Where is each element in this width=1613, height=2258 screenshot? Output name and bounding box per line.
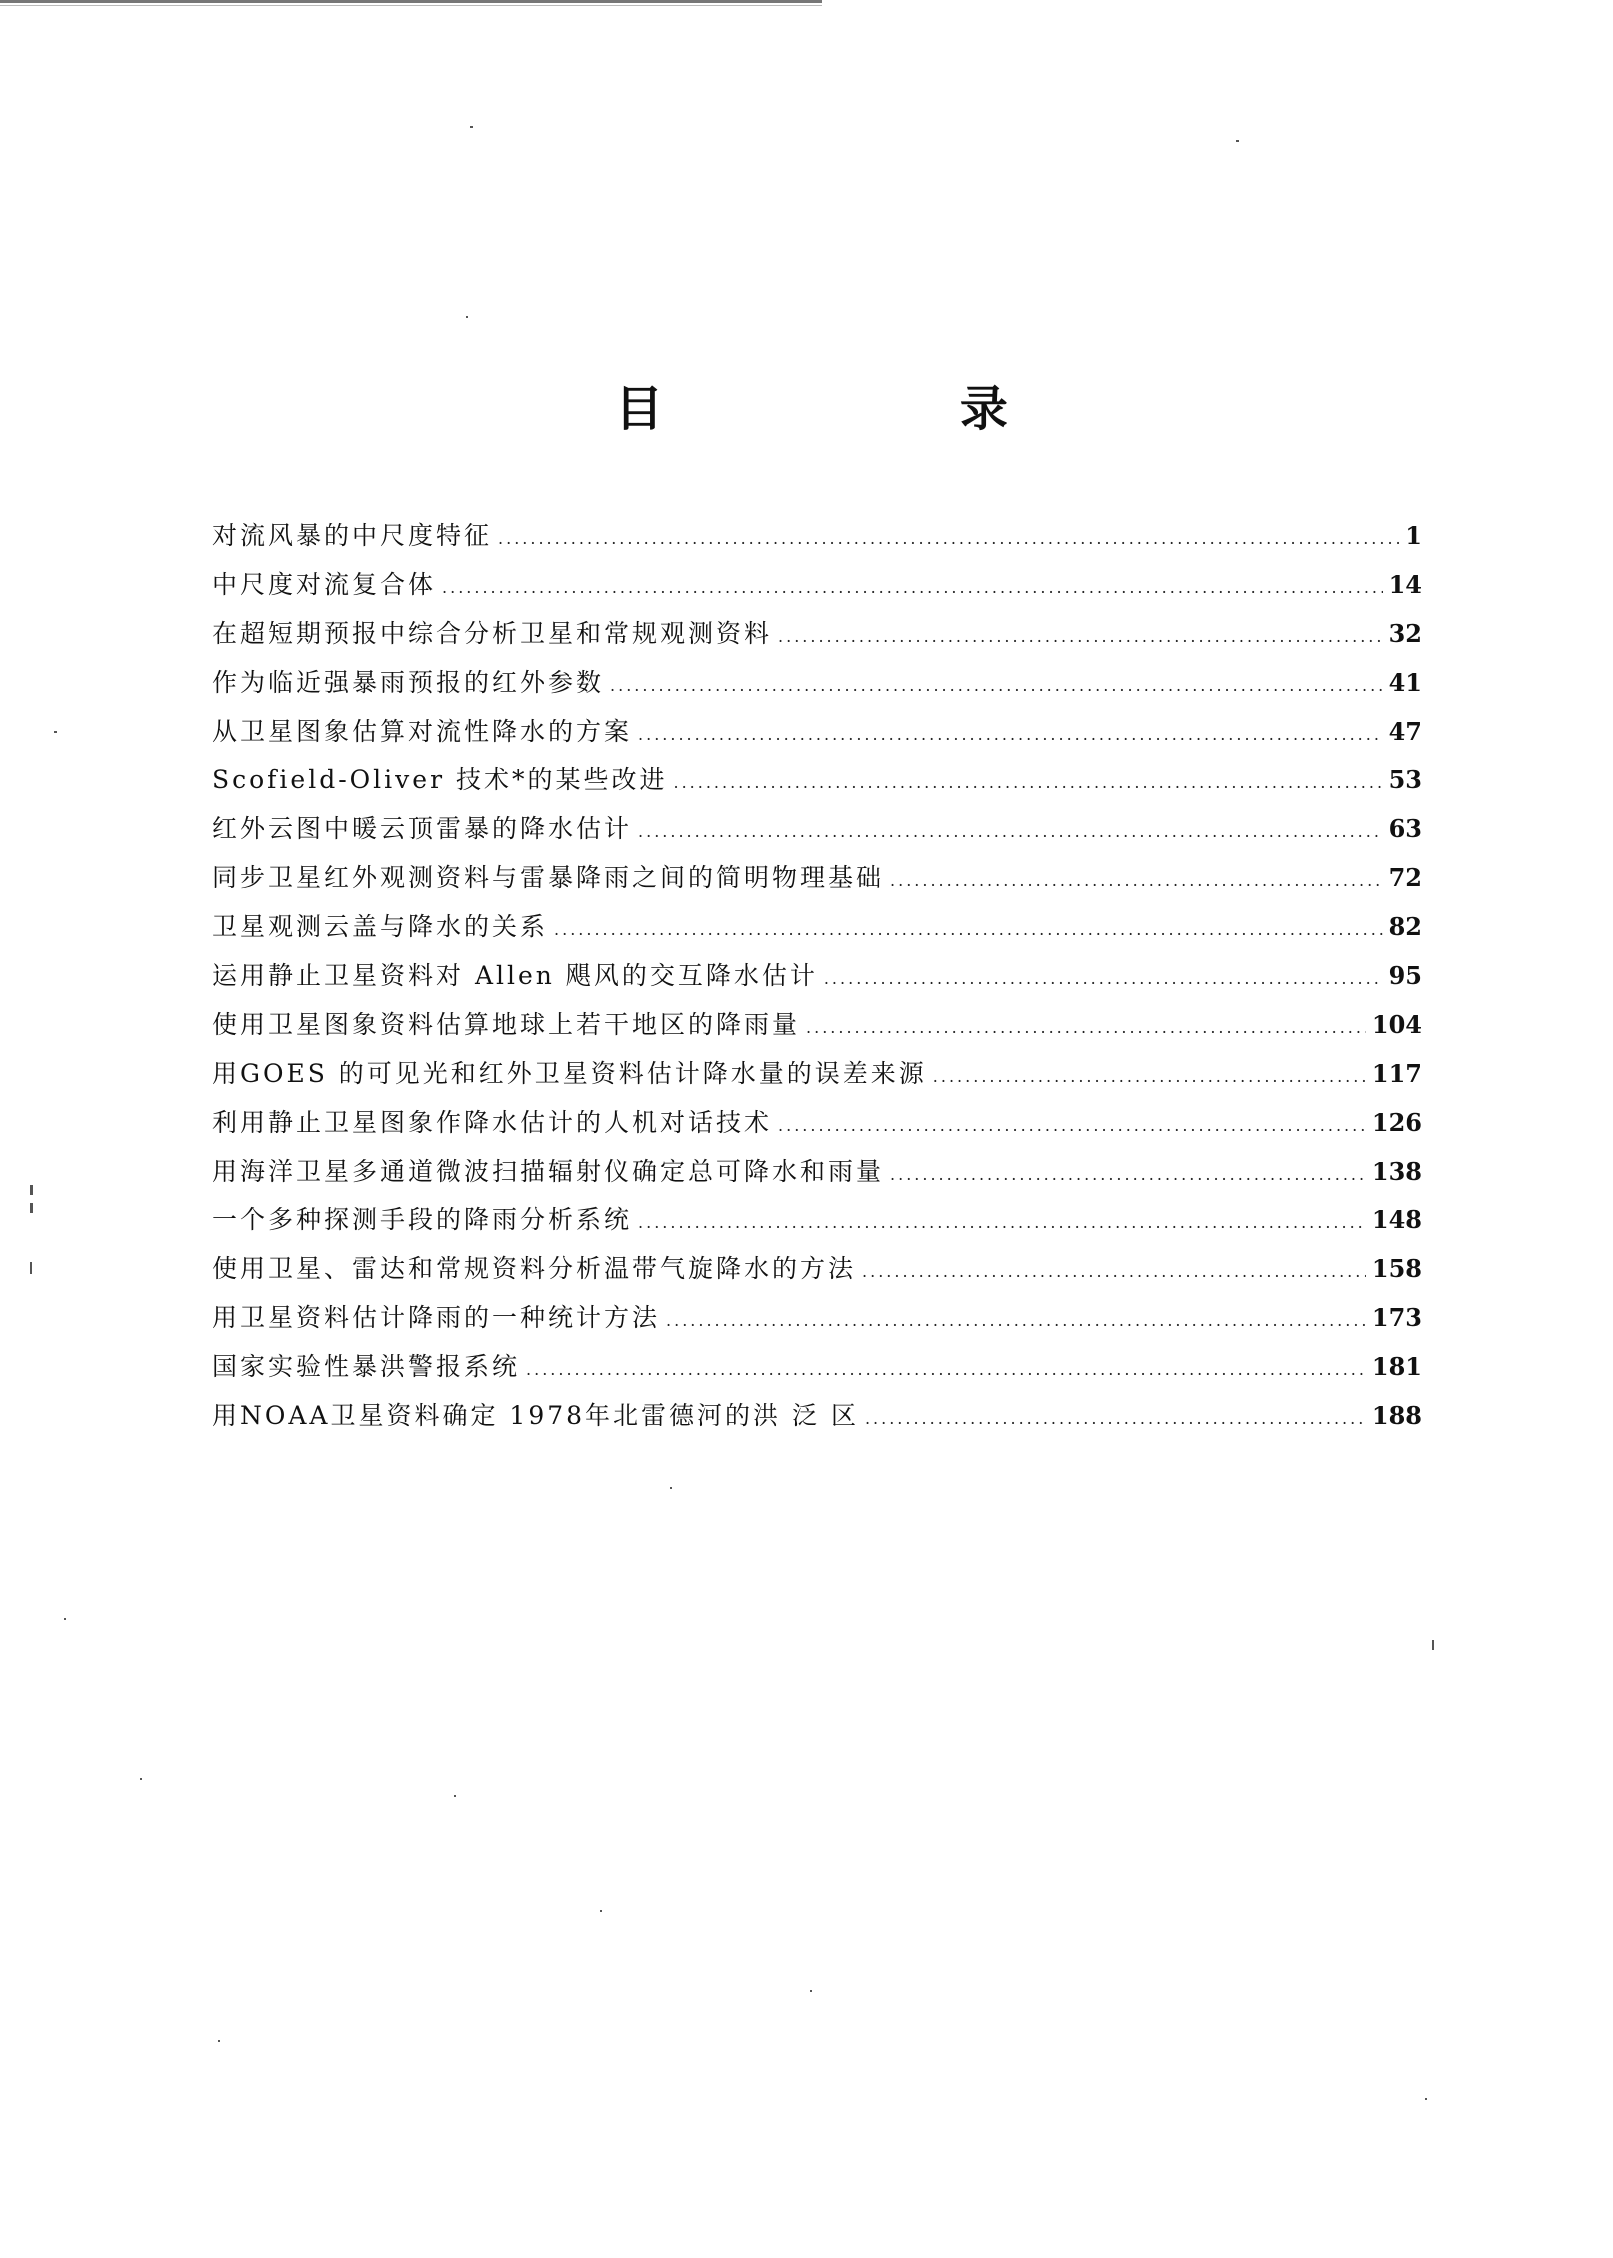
toc-leader-dots <box>778 1116 1366 1135</box>
toc-entry-title: 从卫星图象估算对流性降水的方案 <box>212 716 633 746</box>
page-title: 目 录 <box>615 381 1148 437</box>
toc-entry-title: 利用静止卫星图象作降水估计的人机对话技术 <box>212 1107 773 1137</box>
toc-entry-page-number: 158 <box>1371 1254 1422 1284</box>
toc-entry-title: Scofield-Oliver 技术*的某些改进 <box>212 765 668 795</box>
toc-entry-page-number: 104 <box>1371 1009 1422 1039</box>
scan-top-rule-secondary <box>0 5 822 6</box>
toc-entry-title: 作为临近强暴雨预报的红外参数 <box>212 667 605 697</box>
toc-entry-page-number: 138 <box>1371 1156 1422 1186</box>
toc-leader-dots <box>890 1165 1366 1184</box>
scan-speck <box>140 1778 142 1780</box>
toc-entry <box>212 1298 1422 1347</box>
toc-entry <box>212 858 1422 907</box>
toc-entry-title: 使用卫星图象资料估算地球上若干地区的降雨量 <box>212 1009 801 1039</box>
toc-entry <box>212 712 1422 761</box>
toc-entry-title: 使用卫星、雷达和常规资料分析温带气旋降水的方法 <box>212 1254 857 1284</box>
toc-leader-dots <box>865 1409 1366 1428</box>
scan-speck <box>54 731 57 733</box>
toc-leader-dots <box>610 676 1383 695</box>
toc-leader-dots <box>933 1067 1366 1086</box>
toc-leader-dots <box>890 871 1383 890</box>
toc-entry <box>212 565 1422 614</box>
toc-leader-dots <box>806 1018 1366 1037</box>
toc-entry-page-number: 148 <box>1371 1205 1422 1235</box>
scan-speck <box>1425 2098 1427 2100</box>
toc-entry <box>212 1396 1422 1445</box>
toc-entry <box>212 516 1422 565</box>
toc-leader-dots <box>778 627 1383 646</box>
table-of-contents <box>212 516 1422 1445</box>
toc-entry <box>212 663 1422 712</box>
toc-entry-title: 用GOES 的可见光和红外卫星资料估计降水量的误差来源 <box>212 1058 927 1088</box>
scan-speck <box>1432 1640 1434 1650</box>
toc-leader-dots <box>638 1213 1366 1232</box>
toc-leader-dots <box>498 529 1399 548</box>
scan-speck <box>1236 140 1239 142</box>
toc-leader-dots <box>673 773 1382 792</box>
toc-entry <box>212 1347 1422 1396</box>
toc-entry <box>212 1249 1422 1298</box>
toc-entry-title: 运用静止卫星资料对 Allen 飓风的交互降水估计 <box>212 961 818 991</box>
toc-entry-page-number: 181 <box>1371 1352 1422 1382</box>
toc-leader-dots <box>824 969 1383 988</box>
toc-entry <box>212 614 1422 663</box>
toc-entry <box>212 809 1422 858</box>
toc-entry-title: 用NOAA卫星资料确定 1978年北雷德河的洪 泛 区 <box>212 1401 859 1431</box>
toc-entry-page-number: 82 <box>1388 912 1422 942</box>
toc-entry <box>212 1054 1422 1103</box>
scan-speck <box>470 126 473 128</box>
toc-leader-dots <box>638 725 1383 744</box>
scan-speck <box>30 1262 32 1274</box>
toc-entry-page-number: 32 <box>1388 618 1422 648</box>
toc-leader-dots <box>666 1311 1366 1330</box>
toc-entry <box>212 760 1422 809</box>
scan-speck <box>670 1487 672 1489</box>
toc-entry-page-number: 95 <box>1388 961 1422 991</box>
scan-speck <box>64 1618 66 1620</box>
scan-speck <box>30 1185 33 1195</box>
toc-entry-page-number: 72 <box>1388 863 1422 893</box>
toc-entry <box>212 907 1422 956</box>
toc-entry <box>212 1152 1422 1201</box>
scan-speck <box>218 2040 220 2042</box>
toc-entry-page-number: 188 <box>1371 1401 1422 1431</box>
toc-entry-title: 国家实验性暴洪警报系统 <box>212 1352 521 1382</box>
scan-top-rule <box>0 0 822 3</box>
scan-speck <box>454 1795 456 1797</box>
toc-entry-title: 红外云图中暖云顶雷暴的降水估计 <box>212 814 633 844</box>
toc-leader-dots <box>526 1360 1366 1379</box>
toc-entry <box>212 956 1422 1005</box>
toc-entry-page-number: 1 <box>1405 521 1422 550</box>
toc-leader-dots <box>638 822 1383 841</box>
toc-entry-page-number: 117 <box>1371 1058 1422 1088</box>
toc-entry-title: 一个多种探测手段的降雨分析系统 <box>212 1205 633 1235</box>
scan-speck <box>466 316 468 318</box>
toc-entry-page-number: 126 <box>1371 1107 1422 1137</box>
toc-entry-title: 用卫星资料估计降雨的一种统计方法 <box>212 1303 661 1333</box>
toc-entry-page-number: 63 <box>1388 814 1422 844</box>
toc-entry-page-number: 173 <box>1371 1303 1422 1333</box>
toc-entry-title: 同步卫星红外观测资料与雷暴降雨之间的简明物理基础 <box>212 863 885 893</box>
toc-entry-page-number: 53 <box>1388 765 1422 795</box>
toc-entry <box>212 1103 1422 1152</box>
scan-speck <box>30 1203 33 1213</box>
scan-speck <box>600 1910 602 1912</box>
toc-leader-dots <box>862 1262 1366 1281</box>
toc-entry <box>212 1005 1422 1054</box>
scan-speck <box>810 1990 812 1992</box>
toc-entry-title: 用海洋卫星多通道微波扫描辐射仪确定总可降水和雨量 <box>212 1156 885 1186</box>
toc-leader-dots <box>554 920 1383 939</box>
toc-entry-title: 卫星观测云盖与降水的关系 <box>212 912 549 942</box>
toc-entry <box>212 1200 1422 1249</box>
toc-entry-title: 中尺度对流复合体 <box>212 569 437 599</box>
toc-entry-page-number: 41 <box>1388 667 1422 697</box>
toc-entry-page-number: 14 <box>1388 569 1422 599</box>
toc-entry-page-number: 47 <box>1388 716 1422 746</box>
toc-entry-title: 对流风暴的中尺度特征 <box>212 521 493 550</box>
toc-leader-dots <box>442 578 1383 597</box>
toc-entry-title: 在超短期预报中综合分析卫星和常规观测资料 <box>212 618 773 648</box>
